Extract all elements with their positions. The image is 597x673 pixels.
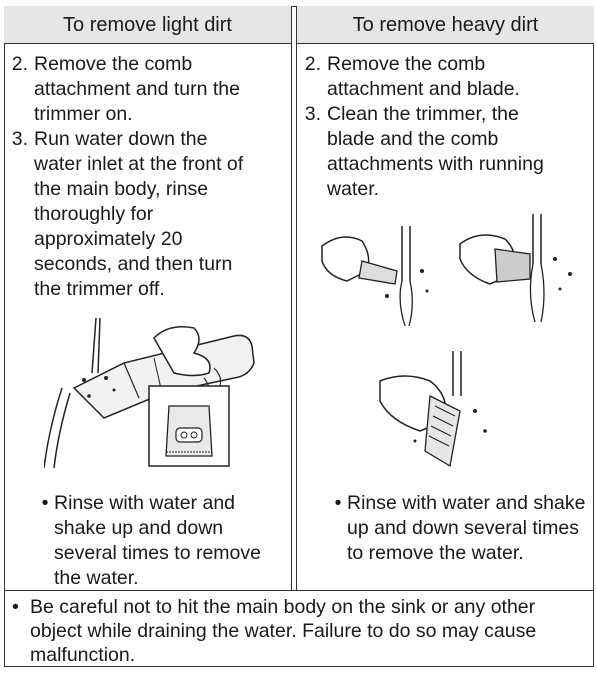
heavy-dirt-steps (297, 52, 594, 202)
trimmer-clean-illustration (375, 351, 495, 476)
bullet-text: Rinse with water and shake up and down several times to remove the water. (347, 492, 586, 564)
light-dirt-steps (4, 52, 291, 302)
caution-note (4, 590, 594, 667)
light-dirt-heading: To remove light dirt (4, 6, 291, 44)
light-dirt-step-2 (4, 52, 291, 127)
light-dirt-step-3 (4, 127, 291, 302)
light-dirt-column (4, 6, 292, 590)
step-text: Clean the trimmer, the blade and the comb attachments with running water. (327, 103, 544, 200)
heavy-dirt-bullet (329, 491, 587, 566)
step-text: Run water down the water inlet at the front of the main body, rinse thoroughly for approximately 20 seconds, and then turn the trimmer off. (34, 128, 244, 300)
caution-text: Be careful not to hit the main body on the sink or any other object while draining the water. Failure to do so may cause malfunction. (30, 596, 537, 666)
blade-rinse-illustration (317, 226, 437, 326)
heavy-dirt-step-2 (297, 52, 594, 102)
comb-rinse-illustration (455, 214, 585, 324)
step-text: Remove the comb attachment and blade. (327, 53, 520, 100)
bullet-text: Rinse with water and shake up and down several times to remove the water. (54, 492, 261, 589)
bullet-dot: • (334, 492, 342, 514)
heavy-dirt-column (296, 6, 594, 590)
step-number: 2. (11, 53, 28, 75)
step-number: 2. (304, 53, 321, 75)
step-text: Remove the comb attachment and turn the trimmer on. (34, 53, 240, 125)
step-number: 3. (304, 103, 321, 125)
heavy-dirt-heading: To remove heavy dirt (297, 6, 594, 44)
trimmer-rinse-illustration (44, 318, 274, 468)
heavy-dirt-step-3 (297, 102, 594, 202)
step-number: 3. (11, 128, 28, 150)
light-dirt-bullet (36, 491, 282, 591)
bullet-dot: • (12, 596, 19, 618)
bullet-dot: • (41, 492, 49, 514)
